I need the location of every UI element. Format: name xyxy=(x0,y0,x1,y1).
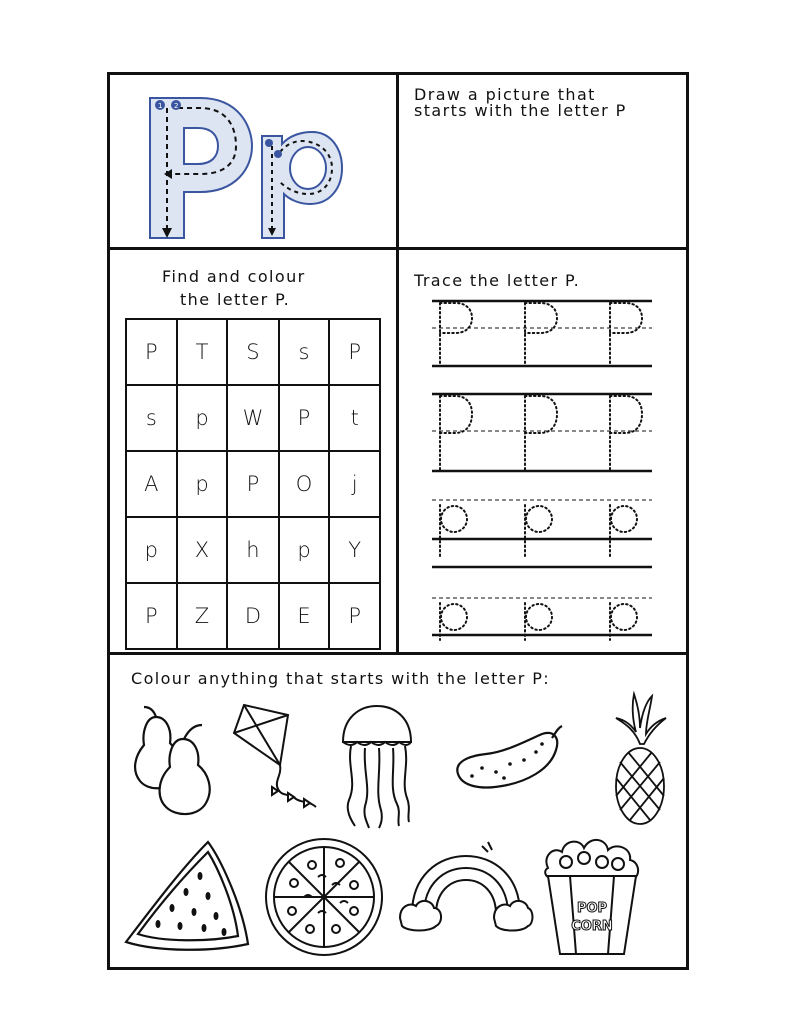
grid-cell[interactable]: P xyxy=(329,319,380,385)
rainbow-icon[interactable] xyxy=(398,840,533,935)
grid-cell[interactable]: P xyxy=(126,319,177,385)
grid-cell[interactable]: Z xyxy=(177,583,228,649)
find-instruction-line1: Find and colour xyxy=(162,267,306,286)
grid-cell[interactable]: P xyxy=(329,583,380,649)
grid-row xyxy=(126,517,380,583)
grid-cell[interactable]: p xyxy=(177,385,228,451)
grid-cell[interactable]: D xyxy=(227,583,278,649)
grid-cell[interactable]: h xyxy=(227,517,278,583)
draw-instruction-line1: Draw a picture that xyxy=(414,85,596,104)
grid-cell[interactable]: p xyxy=(126,517,177,583)
grid-cell[interactable]: p xyxy=(279,517,330,583)
grid-cell[interactable]: S xyxy=(227,319,278,385)
colour-instruction: Colour anything that starts with the letter P: xyxy=(131,669,551,688)
popcorn-icon[interactable] xyxy=(540,832,645,957)
grid-row xyxy=(126,319,380,385)
grid-row xyxy=(126,385,380,451)
grid-row xyxy=(126,583,380,649)
pineapple-icon[interactable] xyxy=(610,692,670,827)
draw-instruction-line2: starts with the letter P xyxy=(414,101,627,120)
divider-middle xyxy=(107,652,689,655)
popcorn-label-corn: CORN xyxy=(571,919,613,934)
grid-cell[interactable]: s xyxy=(126,385,177,451)
pickle-icon[interactable] xyxy=(452,722,567,797)
svg-text:1: 1 xyxy=(158,102,163,110)
pizza-icon[interactable] xyxy=(262,835,387,960)
grid-cell[interactable]: W xyxy=(227,385,278,451)
grid-cell[interactable]: P xyxy=(126,583,177,649)
kite-icon[interactable] xyxy=(230,703,330,818)
grid-cell[interactable]: E xyxy=(279,583,330,649)
pear-icon[interactable] xyxy=(128,705,218,820)
grid-cell[interactable]: A xyxy=(126,451,177,517)
watermelon-icon[interactable] xyxy=(122,838,252,958)
jellyfish-icon[interactable] xyxy=(335,702,420,830)
popcorn-label-pop: POP xyxy=(576,901,608,916)
grid-cell[interactable]: Y xyxy=(329,517,380,583)
letter-grid xyxy=(125,318,381,650)
grid-cell[interactable]: s xyxy=(279,319,330,385)
grid-cell[interactable]: T xyxy=(177,319,228,385)
drawing-area[interactable] xyxy=(400,125,686,245)
grid-cell[interactable]: P xyxy=(279,385,330,451)
grid-row xyxy=(126,451,380,517)
grid-cell[interactable]: p xyxy=(177,451,228,517)
grid-cell[interactable]: j xyxy=(329,451,380,517)
trace-instruction: Trace the letter P. xyxy=(414,271,581,290)
svg-text:2: 2 xyxy=(174,102,179,110)
find-instruction-line2: the letter P. xyxy=(180,290,291,309)
grid-cell[interactable]: P xyxy=(227,451,278,517)
trace-lines xyxy=(430,295,655,640)
grid-cell[interactable]: t xyxy=(329,385,380,451)
grid-cell[interactable]: X xyxy=(177,517,228,583)
grid-cell[interactable]: O xyxy=(279,451,330,517)
divider-vertical xyxy=(396,72,399,654)
letter-p-stroke-guide xyxy=(140,88,360,248)
